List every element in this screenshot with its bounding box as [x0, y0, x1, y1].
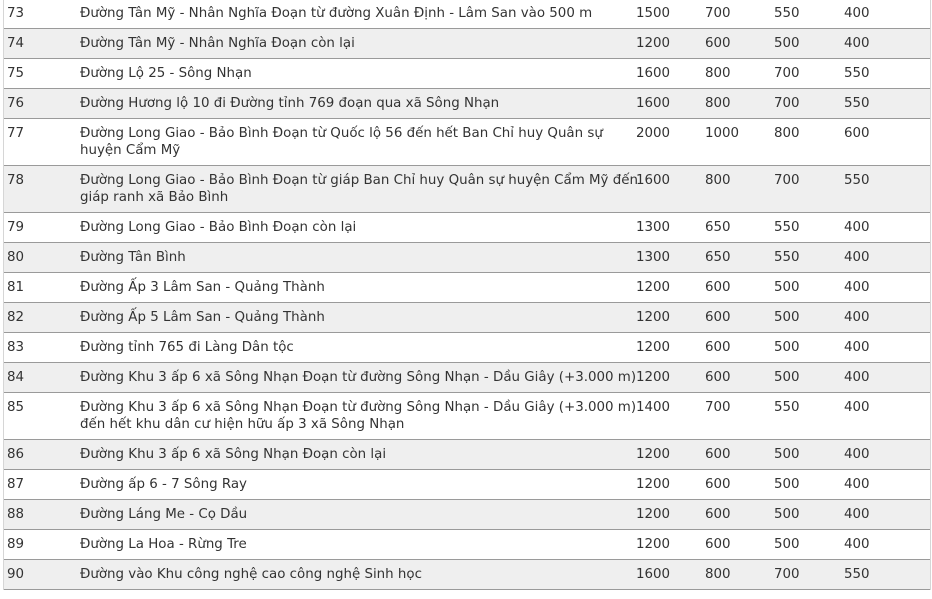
price-position-1: 1200 — [636, 507, 671, 522]
table-row — [4, 560, 930, 590]
row-number: 86 — [7, 447, 25, 462]
row-number: 90 — [7, 567, 25, 582]
price-position-1: 1200 — [636, 310, 671, 325]
price-position-1: 1200 — [636, 36, 671, 51]
price-position-1: 1200 — [636, 447, 671, 462]
price-position-2: 800 — [705, 96, 731, 111]
price-position-2: 600 — [705, 310, 731, 325]
road-name: Đường Tân Mỹ - Nhân Nghĩa Đoạn còn lại — [80, 36, 355, 51]
table-row — [4, 89, 930, 119]
table-row — [4, 273, 930, 303]
table-row — [4, 0, 930, 29]
price-position-3: 500 — [774, 340, 800, 355]
price-position-4: 400 — [844, 250, 870, 265]
road-name: Đường Hương lộ 10 đi Đường tỉnh 769 đoạn qua xã Sông Nhạn — [80, 96, 500, 111]
row-number: 84 — [7, 370, 25, 385]
price-position-4: 400 — [844, 370, 870, 385]
road-name: Đường Láng Me - Cọ Dầu — [80, 507, 248, 522]
price-position-2: 800 — [705, 66, 731, 81]
price-position-3: 700 — [774, 567, 800, 582]
price-position-1: 1200 — [636, 340, 671, 355]
price-position-4: 400 — [844, 6, 870, 21]
price-position-4: 600 — [844, 126, 870, 141]
price-position-3: 700 — [774, 66, 800, 81]
price-position-1: 1200 — [636, 280, 671, 295]
price-position-4: 400 — [844, 537, 870, 552]
row-number: 75 — [7, 66, 25, 81]
road-name: Đường tỉnh 765 đi Làng Dân tộc — [80, 340, 294, 355]
price-position-2: 600 — [705, 447, 731, 462]
price-position-3: 550 — [774, 220, 800, 235]
price-position-2: 600 — [705, 477, 731, 492]
table-row — [4, 119, 930, 166]
price-position-4: 400 — [844, 310, 870, 325]
row-number: 74 — [7, 36, 25, 51]
price-position-2: 600 — [705, 340, 731, 355]
row-number: 81 — [7, 280, 25, 295]
price-position-3: 800 — [774, 126, 800, 141]
row-number: 83 — [7, 340, 25, 355]
road-name: Đường ấp 6 - 7 Sông Ray — [80, 477, 247, 492]
row-number: 79 — [7, 220, 25, 235]
price-position-2: 800 — [705, 567, 731, 582]
price-position-3: 500 — [774, 537, 800, 552]
road-name: Đường Ấp 3 Lâm San - Quảng Thành — [80, 280, 325, 295]
road-name: Đường Long Giao - Bảo Bình Đoạn còn lại — [80, 220, 357, 235]
road-name: Đường Ấp 5 Lâm San - Quảng Thành — [80, 310, 325, 325]
road-name: Đường La Hoa - Rừng Tre — [80, 537, 247, 552]
table-row — [4, 243, 930, 273]
price-position-2: 1000 — [705, 126, 740, 141]
price-position-3: 550 — [774, 250, 800, 265]
row-number: 77 — [7, 126, 25, 141]
table-row — [4, 213, 930, 243]
row-number: 89 — [7, 537, 25, 552]
price-position-1: 1600 — [636, 66, 671, 81]
price-position-3: 500 — [774, 280, 800, 295]
price-position-3: 500 — [774, 507, 800, 522]
table-row — [4, 166, 930, 213]
price-position-4: 550 — [844, 96, 870, 111]
row-number: 80 — [7, 250, 25, 265]
price-position-2: 700 — [705, 400, 731, 415]
price-position-1: 1200 — [636, 537, 671, 552]
road-name: Đường Khu 3 ấp 6 xã Sông Nhạn Đoạn từ đường Sông Nhạn - Dầu Giây (+3.000 m) — [80, 370, 637, 385]
price-position-2: 600 — [705, 36, 731, 51]
price-position-2: 600 — [705, 370, 731, 385]
price-position-2: 600 — [705, 537, 731, 552]
price-position-3: 500 — [774, 447, 800, 462]
table-row — [4, 440, 930, 470]
price-position-4: 400 — [844, 477, 870, 492]
row-number: 87 — [7, 477, 25, 492]
price-position-3: 500 — [774, 370, 800, 385]
table-row — [4, 500, 930, 530]
row-number: 78 — [7, 173, 25, 188]
table-row — [4, 363, 930, 393]
price-position-4: 550 — [844, 173, 870, 188]
price-position-3: 500 — [774, 477, 800, 492]
price-position-2: 700 — [705, 6, 731, 21]
road-name: Đường Long Giao - Bảo Bình Đoạn từ Quốc lộ 56 đến hết Ban Chỉ huy Quân sự huyện Cẩm Mỹ — [80, 126, 603, 158]
road-name: Đường Tân Mỹ - Nhân Nghĩa Đoạn từ đường Xuân Định - Lâm San vào 500 m — [80, 6, 593, 21]
row-number: 88 — [7, 507, 25, 522]
price-position-4: 400 — [844, 220, 870, 235]
price-position-1: 1300 — [636, 220, 671, 235]
price-position-4: 550 — [844, 567, 870, 582]
table-row — [4, 59, 930, 89]
price-position-1: 1300 — [636, 250, 671, 265]
table-row — [4, 29, 930, 59]
price-position-2: 600 — [705, 507, 731, 522]
price-position-4: 400 — [844, 447, 870, 462]
price-position-4: 400 — [844, 280, 870, 295]
price-position-3: 700 — [774, 96, 800, 111]
price-position-3: 500 — [774, 310, 800, 325]
price-position-4: 400 — [844, 36, 870, 51]
road-name: Đường vào Khu công nghệ cao công nghệ Sinh học — [80, 567, 422, 582]
road-name: Đường Khu 3 ấp 6 xã Sông Nhạn Đoạn còn lại — [80, 447, 387, 462]
row-number: 82 — [7, 310, 25, 325]
table-row — [4, 393, 930, 440]
price-position-3: 550 — [774, 6, 800, 21]
table-row — [4, 333, 930, 363]
row-number: 76 — [7, 96, 25, 111]
price-position-1: 1500 — [636, 6, 671, 21]
row-number: 85 — [7, 400, 25, 415]
price-position-1: 2000 — [636, 126, 671, 141]
price-position-2: 600 — [705, 280, 731, 295]
price-position-4: 400 — [844, 400, 870, 415]
price-position-2: 650 — [705, 220, 731, 235]
row-number: 73 — [7, 6, 25, 21]
price-position-2: 650 — [705, 250, 731, 265]
road-name: Đường Lộ 25 - Sông Nhạn — [80, 66, 252, 81]
road-name: Đường Khu 3 ấp 6 xã Sông Nhạn Đoạn từ đường Sông Nhạn - Dầu Giây (+3.000 m) đến hết khu dân cư hiện hữu ấp 3 xã Sông Nhạn — [80, 400, 637, 432]
price-position-4: 400 — [844, 507, 870, 522]
price-position-2: 800 — [705, 173, 731, 188]
road-name: Đường Long Giao - Bảo Bình Đoạn từ giáp Ban Chỉ huy Quân sự huyện Cẩm Mỹ đến giáp ranh xã Bảo Bình — [80, 173, 638, 205]
price-position-3: 700 — [774, 173, 800, 188]
price-position-1: 1600 — [636, 567, 671, 582]
price-position-1: 1200 — [636, 370, 671, 385]
table-row — [4, 530, 930, 560]
price-position-1: 1600 — [636, 173, 671, 188]
road-name: Đường Tân Bình — [80, 250, 186, 265]
land-price-table — [3, 0, 931, 590]
price-position-3: 550 — [774, 400, 800, 415]
price-position-4: 550 — [844, 66, 870, 81]
table-row — [4, 303, 930, 333]
price-position-1: 1200 — [636, 477, 671, 492]
price-position-4: 400 — [844, 340, 870, 355]
price-position-1: 1400 — [636, 400, 671, 415]
price-position-1: 1600 — [636, 96, 671, 111]
table-row — [4, 470, 930, 500]
price-position-3: 500 — [774, 36, 800, 51]
